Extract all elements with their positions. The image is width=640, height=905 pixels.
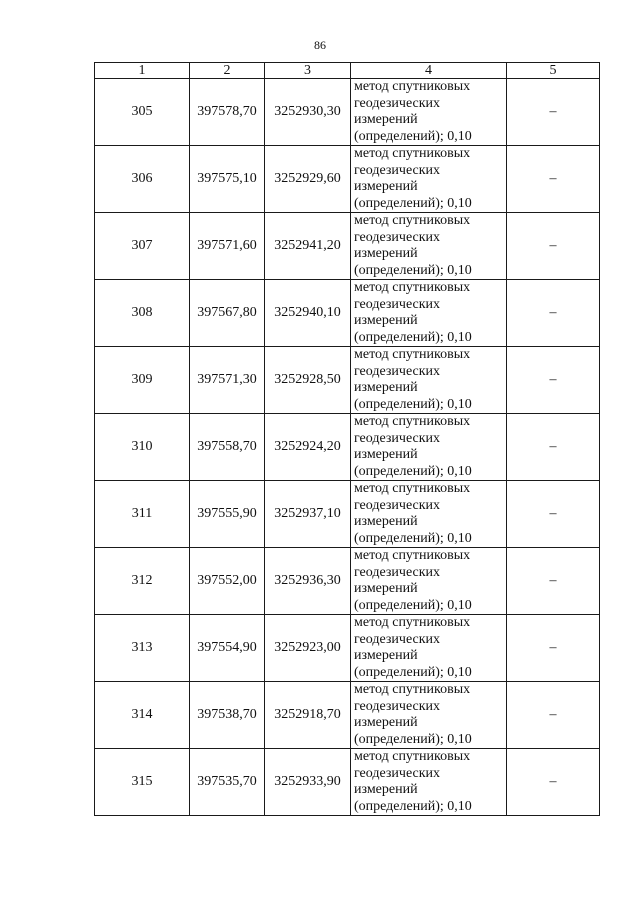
column-header-4: 4 xyxy=(351,63,507,79)
column-header-3: 3 xyxy=(265,63,351,79)
method-line: (определений); 0,10 xyxy=(354,195,472,211)
note-cell: – xyxy=(507,615,600,682)
method-cell xyxy=(351,682,507,749)
coordinate-x-cell: 397535,70 xyxy=(190,749,265,816)
method-line: геодезических xyxy=(354,765,441,781)
page-number: 86 xyxy=(314,38,326,52)
coordinate-y-cell: 3252930,30 xyxy=(265,79,351,146)
method-cell xyxy=(351,481,507,548)
coordinate-x-cell: 397555,90 xyxy=(190,481,265,548)
method-line: геодезических xyxy=(354,363,441,379)
method-line: метод спутниковых xyxy=(354,749,471,764)
coordinate-x-cell: 397552,00 xyxy=(190,548,265,615)
note-cell: – xyxy=(507,548,600,615)
method-line: метод спутниковых xyxy=(354,213,471,228)
method-line: геодезических xyxy=(354,698,441,714)
coordinate-y-cell: 3252928,50 xyxy=(265,347,351,414)
coordinate-y-cell: 3252918,70 xyxy=(265,682,351,749)
method-line: метод спутниковых xyxy=(354,414,471,429)
table-row xyxy=(95,682,600,749)
method-line: измерений xyxy=(354,246,418,261)
method-line: измерений xyxy=(354,581,418,596)
method-line: измерений xyxy=(354,447,418,462)
method-line: измерений xyxy=(354,782,418,797)
method-line: геодезических xyxy=(354,95,441,111)
method-line: геодезических xyxy=(354,564,441,580)
method-cell xyxy=(351,347,507,414)
table-row xyxy=(95,213,600,280)
coordinate-y-cell: 3252924,20 xyxy=(265,414,351,481)
coordinate-x-cell: 397538,70 xyxy=(190,682,265,749)
coordinate-x-cell: 397575,10 xyxy=(190,146,265,213)
method-line: (определений); 0,10 xyxy=(354,262,472,278)
coordinate-y-cell: 3252933,90 xyxy=(265,749,351,816)
method-line: метод спутниковых xyxy=(354,280,471,295)
method-cell xyxy=(351,615,507,682)
point-number-cell: 305 xyxy=(95,79,190,146)
note-cell: – xyxy=(507,280,600,347)
method-line: геодезических xyxy=(354,162,441,178)
method-line: метод спутниковых xyxy=(354,481,471,496)
method-line: метод спутниковых xyxy=(354,79,471,94)
method-line: измерений xyxy=(354,112,418,127)
method-line: измерений xyxy=(354,648,418,663)
table-header-row xyxy=(95,63,600,79)
note-cell: – xyxy=(507,682,600,749)
coordinate-x-cell: 397554,90 xyxy=(190,615,265,682)
coordinate-y-cell: 3252929,60 xyxy=(265,146,351,213)
point-number-cell: 310 xyxy=(95,414,190,481)
method-cell xyxy=(351,414,507,481)
table-row xyxy=(95,280,600,347)
method-cell xyxy=(351,280,507,347)
table-row xyxy=(95,481,600,548)
method-line: метод спутниковых xyxy=(354,347,471,362)
method-line: метод спутниковых xyxy=(354,548,471,563)
method-line: геодезических xyxy=(354,430,441,446)
column-header-1: 1 xyxy=(95,63,190,79)
table-row xyxy=(95,414,600,481)
table-row xyxy=(95,146,600,213)
table-row xyxy=(95,615,600,682)
table-row xyxy=(95,347,600,414)
note-cell: – xyxy=(507,79,600,146)
coordinate-x-cell: 397567,80 xyxy=(190,280,265,347)
method-line: (определений); 0,10 xyxy=(354,329,472,345)
coordinate-y-cell: 3252936,30 xyxy=(265,548,351,615)
method-line: измерений xyxy=(354,380,418,395)
method-line: (определений); 0,10 xyxy=(354,463,472,479)
method-line: измерений xyxy=(354,313,418,328)
method-line: измерений xyxy=(354,179,418,194)
method-line: (определений); 0,10 xyxy=(354,530,472,546)
note-cell: – xyxy=(507,481,600,548)
table-row xyxy=(95,79,600,146)
coordinate-y-cell: 3252941,20 xyxy=(265,213,351,280)
coordinate-y-cell: 3252923,00 xyxy=(265,615,351,682)
method-cell xyxy=(351,213,507,280)
method-line: геодезических xyxy=(354,229,441,245)
method-line: метод спутниковых xyxy=(354,615,471,630)
note-cell: – xyxy=(507,749,600,816)
note-cell: – xyxy=(507,347,600,414)
column-header-2: 2 xyxy=(190,63,265,79)
method-line: геодезических xyxy=(354,497,441,513)
coordinate-x-cell: 397578,70 xyxy=(190,79,265,146)
method-line: измерений xyxy=(354,715,418,730)
method-line: (определений); 0,10 xyxy=(354,798,472,814)
method-line: (определений); 0,10 xyxy=(354,731,472,747)
point-number-cell: 315 xyxy=(95,749,190,816)
method-cell xyxy=(351,548,507,615)
coordinate-x-cell: 397571,60 xyxy=(190,213,265,280)
point-number-cell: 309 xyxy=(95,347,190,414)
coordinate-y-cell: 3252940,10 xyxy=(265,280,351,347)
point-number-cell: 307 xyxy=(95,213,190,280)
method-line: геодезических xyxy=(354,631,441,647)
note-cell: – xyxy=(507,146,600,213)
note-cell: – xyxy=(507,213,600,280)
coordinate-x-cell: 397558,70 xyxy=(190,414,265,481)
table-row xyxy=(95,548,600,615)
method-cell xyxy=(351,79,507,146)
coordinate-x-cell: 397571,30 xyxy=(190,347,265,414)
point-number-cell: 313 xyxy=(95,615,190,682)
point-number-cell: 308 xyxy=(95,280,190,347)
point-number-cell: 312 xyxy=(95,548,190,615)
table-body xyxy=(95,79,600,816)
method-line: (определений); 0,10 xyxy=(354,664,472,680)
method-line: (определений); 0,10 xyxy=(354,128,472,144)
method-line: метод спутниковых xyxy=(354,682,471,697)
method-line: геодезических xyxy=(354,296,441,312)
coordinates-table xyxy=(94,62,600,816)
coordinate-y-cell: 3252937,10 xyxy=(265,481,351,548)
point-number-cell: 306 xyxy=(95,146,190,213)
method-cell xyxy=(351,749,507,816)
column-header-5: 5 xyxy=(507,63,600,79)
table-row xyxy=(95,749,600,816)
method-line: метод спутниковых xyxy=(354,146,471,161)
method-cell xyxy=(351,146,507,213)
point-number-cell: 311 xyxy=(95,481,190,548)
method-line: (определений); 0,10 xyxy=(354,396,472,412)
point-number-cell: 314 xyxy=(95,682,190,749)
method-line: измерений xyxy=(354,514,418,529)
method-line: (определений); 0,10 xyxy=(354,597,472,613)
note-cell: – xyxy=(507,414,600,481)
